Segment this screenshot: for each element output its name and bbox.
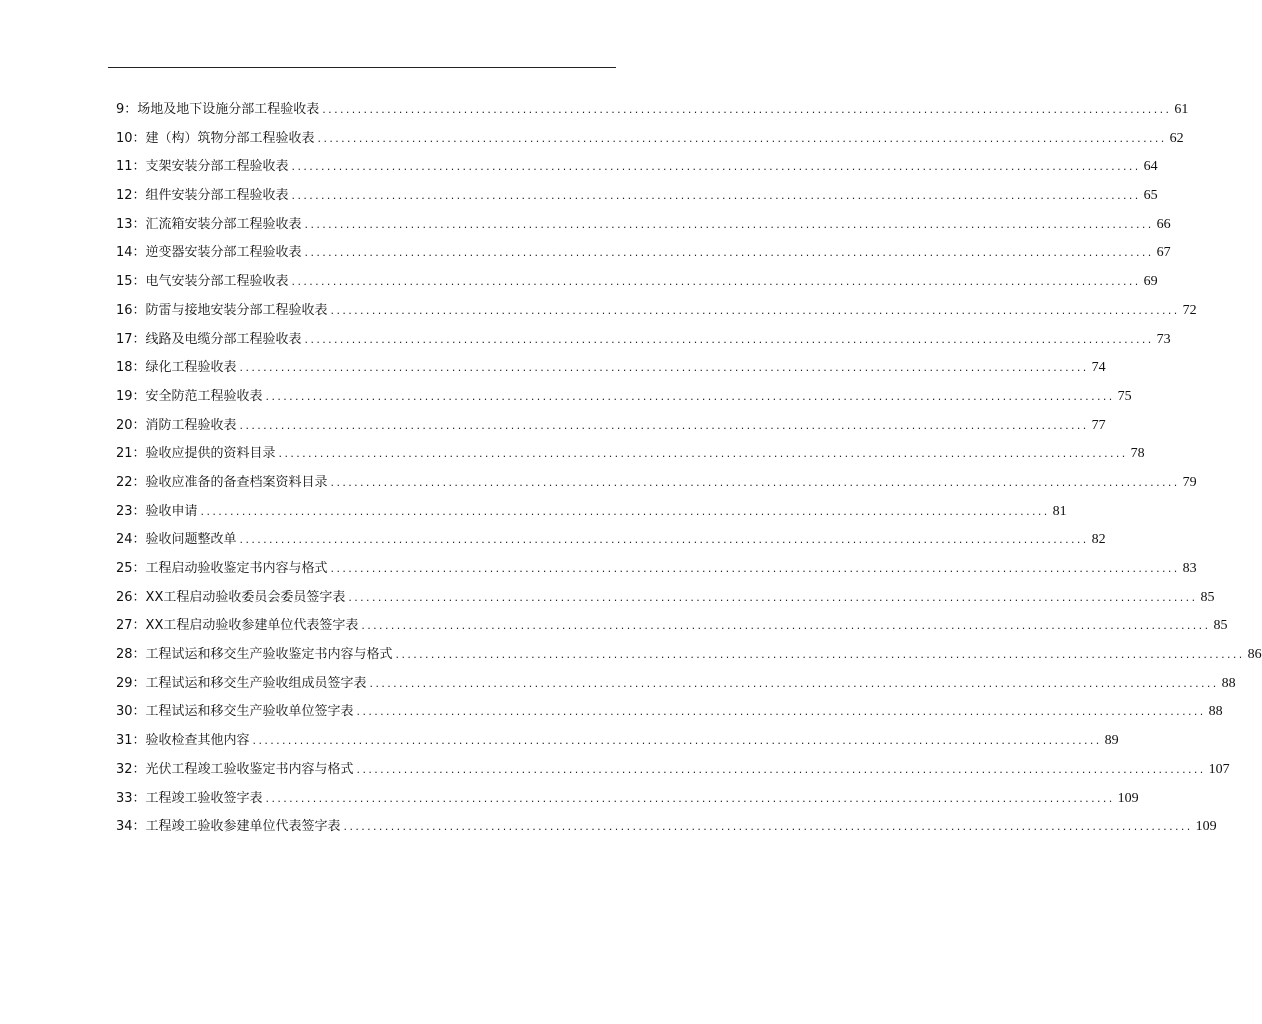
toc-entry-page: 65: [1143, 188, 1158, 204]
toc-entry-title: 24：验收问题整改单: [116, 532, 237, 548]
toc-leader: ................................................................................................................................................: [304, 246, 1154, 260]
toc-entry[interactable]: [116, 555, 1197, 584]
toc-entry-page: 89: [1104, 733, 1119, 749]
toc-entry[interactable]: [116, 440, 1145, 469]
toc-entry[interactable]: [116, 182, 1158, 211]
toc-leader: ................................................................................................................................................: [361, 619, 1211, 633]
toc-entry[interactable]: [116, 641, 1262, 670]
toc-entry[interactable]: [116, 354, 1106, 383]
toc-entry[interactable]: [116, 96, 1189, 125]
toc-entry-page: 62: [1169, 130, 1184, 146]
toc-entry-page: 73: [1156, 331, 1171, 347]
toc-entry-page: 61: [1174, 102, 1189, 117]
toc-entry-title: 11：支架安装分部工程验收表: [116, 159, 289, 175]
toc-entry[interactable]: [116, 297, 1197, 326]
toc-entry-title: 25：工程启动验收鉴定书内容与格式: [116, 561, 328, 576]
toc-entry-page: 67: [1156, 245, 1171, 261]
toc-entry-title: 21：验收应提供的资料目录: [116, 446, 276, 462]
toc-entry-title: 19：安全防范工程验收表: [116, 388, 263, 404]
toc-entry-title: 30：工程试运和移交生产验收单位签字表: [116, 704, 354, 720]
toc-entry-page: 77: [1091, 417, 1106, 433]
toc-entry-page: 72: [1182, 302, 1197, 318]
toc-entry[interactable]: [116, 383, 1132, 412]
toc-entry[interactable]: [116, 612, 1228, 641]
toc-entry-page: 88: [1221, 675, 1236, 691]
toc-leader: ................................................................................................................................................: [265, 791, 1115, 805]
toc-entry-title: 18：绿化工程验收表: [116, 360, 237, 376]
toc-entry[interactable]: [116, 670, 1236, 699]
toc-entry-page: 86: [1247, 647, 1262, 663]
toc-entry-page: 109: [1117, 790, 1139, 806]
toc-entry-title: 13：汇流箱安装分部工程验收表: [116, 216, 302, 232]
toc-leader: ................................................................................................................................................: [348, 590, 1198, 604]
toc-leader: ................................................................................................................................................: [304, 332, 1154, 346]
toc-leader: ................................................................................................................................................: [317, 131, 1167, 145]
toc-leader: ................................................................................................................................................: [356, 762, 1206, 776]
toc-entry[interactable]: [116, 698, 1223, 727]
toc-entry-title: 20：消防工程验收表: [116, 417, 237, 433]
toc-entry[interactable]: [116, 412, 1106, 441]
toc-entry[interactable]: [116, 756, 1230, 785]
toc-leader: ................................................................................................................................................: [343, 820, 1193, 834]
table-of-contents: [116, 96, 1262, 842]
toc-entry[interactable]: [116, 785, 1139, 814]
toc-entry-title: 17：线路及电缆分部工程验收表: [116, 331, 302, 347]
toc-leader: ................................................................................................................................................: [291, 275, 1141, 289]
toc-entry[interactable]: [116, 239, 1171, 268]
toc-entry-title: 31：验收检查其他内容: [116, 733, 250, 749]
toc-leader: ................................................................................................................................................: [239, 418, 1089, 432]
toc-entry-page: 75: [1117, 388, 1132, 404]
toc-entry-page: 107: [1208, 761, 1230, 777]
toc-entry[interactable]: [116, 268, 1158, 297]
toc-entry[interactable]: [116, 211, 1171, 240]
toc-entry-title: 34：工程竣工验收参建单位代表签字表: [116, 819, 341, 835]
toc-entry[interactable]: [116, 498, 1067, 527]
toc-entry-page: 85: [1200, 589, 1215, 605]
toc-leader: ................................................................................................................................................: [322, 103, 1172, 116]
toc-entry-page: 82: [1091, 532, 1106, 548]
toc-entry-page: 83: [1182, 561, 1197, 576]
toc-entry[interactable]: [116, 727, 1119, 756]
toc-entry-title: 28：工程试运和移交生产验收鉴定书内容与格式: [116, 647, 393, 663]
toc-leader: ................................................................................................................................................: [330, 303, 1180, 317]
toc-entry-page: 66: [1156, 216, 1171, 232]
toc-entry-page: 79: [1182, 474, 1197, 490]
toc-leader: ................................................................................................................................................: [239, 533, 1089, 547]
toc-leader: ................................................................................................................................................: [278, 447, 1128, 461]
toc-leader: ................................................................................................................................................: [291, 189, 1141, 203]
toc-entry-page: 69: [1143, 274, 1158, 290]
toc-entry[interactable]: [116, 469, 1197, 498]
toc-entry-page: 88: [1208, 704, 1223, 720]
header-rule: [108, 67, 616, 68]
toc-entry-title: 15：电气安装分部工程验收表: [116, 274, 289, 290]
toc-entry-page: 64: [1143, 159, 1158, 175]
toc-entry-title: 27：XX工程启动验收参建单位代表签字表: [116, 618, 359, 634]
toc-entry[interactable]: [116, 813, 1217, 842]
toc-entry[interactable]: [116, 326, 1171, 355]
toc-entry-title: 23：验收申请: [116, 503, 198, 519]
toc-leader: ................................................................................................................................................: [330, 562, 1180, 575]
toc-entry-title: 29：工程试运和移交生产验收组成员签字表: [116, 675, 367, 691]
toc-entry-title: 22：验收应准备的备查档案资料目录: [116, 474, 328, 490]
toc-entry[interactable]: [116, 153, 1158, 182]
toc-leader: ................................................................................................................................................: [304, 217, 1154, 231]
toc-leader: ................................................................................................................................................: [239, 361, 1089, 375]
toc-leader: ................................................................................................................................................: [200, 504, 1050, 518]
toc-entry-title: 9：场地及地下设施分部工程验收表: [116, 102, 320, 117]
toc-entry[interactable]: [116, 526, 1106, 555]
toc-entry-page: 81: [1052, 503, 1067, 519]
toc-entry-title: 32：光伏工程竣工验收鉴定书内容与格式: [116, 761, 354, 777]
toc-entry-title: 33：工程竣工验收签字表: [116, 790, 263, 806]
toc-leader: ................................................................................................................................................: [395, 648, 1245, 662]
toc-entry[interactable]: [116, 125, 1184, 154]
toc-entry-title: 26：XX工程启动验收委员会委员签字表: [116, 589, 346, 605]
toc-entry-title: 16：防雷与接地安装分部工程验收表: [116, 302, 328, 318]
toc-entry-title: 14：逆变器安装分部工程验收表: [116, 245, 302, 261]
toc-leader: ................................................................................................................................................: [265, 389, 1115, 403]
toc-leader: ................................................................................................................................................: [252, 734, 1102, 748]
toc-entry-title: 10：建（构）筑物分部工程验收表: [116, 130, 315, 146]
toc-entry-title: 12：组件安装分部工程验收表: [116, 188, 289, 204]
toc-entry-page: 109: [1195, 819, 1217, 835]
toc-leader: ................................................................................................................................................: [330, 475, 1180, 489]
toc-leader: ................................................................................................................................................: [369, 676, 1219, 690]
toc-leader: ................................................................................................................................................: [291, 160, 1141, 174]
toc-entry-page: 78: [1130, 446, 1145, 462]
toc-entry-page: 74: [1091, 360, 1106, 376]
toc-entry-page: 85: [1213, 618, 1228, 634]
toc-leader: ................................................................................................................................................: [356, 705, 1206, 719]
toc-entry[interactable]: [116, 584, 1215, 613]
